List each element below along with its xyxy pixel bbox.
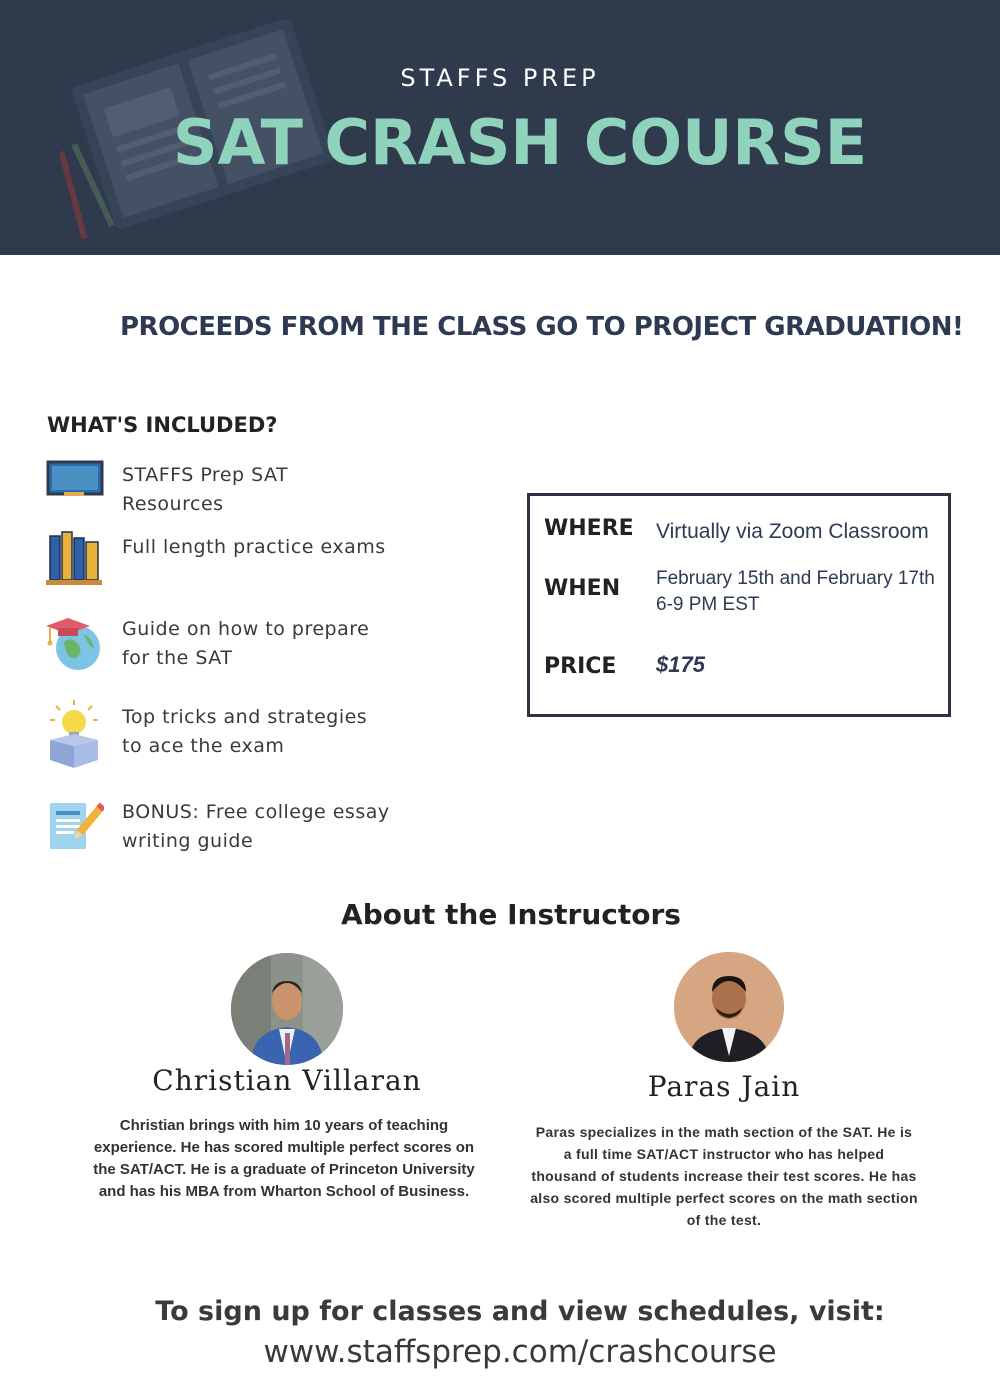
instructor-bio: Paras specializes in the math section of the SAT. He is a full time SAT/ACT instructor who has helped thousand of students increase their test scores. He has also scored multiple perfect scores on the math section of the test. bbox=[530, 1124, 918, 1228]
lightbulb-box-icon bbox=[44, 700, 104, 770]
instructor-name: Paras Jain bbox=[647, 1070, 801, 1103]
when-value-dates: February 15th and February 17th bbox=[656, 568, 935, 589]
included-heading: WHAT'S INCLUDED? bbox=[47, 413, 278, 437]
avatar-christian-icon bbox=[231, 953, 343, 1065]
chalkboard-icon bbox=[44, 458, 104, 518]
signup-link[interactable]: www.staffsprep.com/crashcourse bbox=[263, 1334, 777, 1370]
essay-pencil-icon bbox=[44, 795, 104, 855]
proceeds-banner: PROCEEDS FROM THE CLASS GO TO PROJECT GRADUATION! bbox=[120, 312, 964, 342]
graduation-globe-icon bbox=[44, 612, 104, 672]
feature-item bbox=[44, 795, 464, 856]
page-title: SAT CRASH COURSE bbox=[172, 106, 868, 179]
when-label: WHEN bbox=[544, 576, 621, 601]
avatar bbox=[231, 953, 343, 1065]
feature-text: STAFFS Prep SAT Resources bbox=[122, 464, 289, 515]
feature-text: BONUS: Free college essay writing guide bbox=[122, 801, 390, 852]
books-icon bbox=[44, 530, 104, 590]
signup-text: To sign up for classes and view schedules, visit: bbox=[155, 1296, 885, 1327]
price-value: $175 bbox=[656, 652, 705, 677]
brand-name: STAFFS PREP bbox=[400, 64, 600, 92]
feature-item bbox=[44, 530, 464, 590]
feature-item bbox=[44, 458, 464, 519]
where-value: Virtually via Zoom Classroom bbox=[656, 520, 929, 543]
instructor-bio: Christian brings with him 10 years of teaching experience. He has scored multiple perfect scores on the SAT/ACT. He is a graduate of Princeton University and has his MBA from Wharton School of Business. bbox=[93, 1117, 475, 1200]
instructor-name: Christian Villaran bbox=[152, 1064, 422, 1097]
feature-item bbox=[44, 612, 464, 673]
instructors-heading: About the Instructors bbox=[341, 898, 681, 931]
feature-item bbox=[44, 700, 464, 770]
avatar-paras-icon bbox=[674, 952, 784, 1062]
where-label: WHERE bbox=[544, 516, 634, 541]
when-value-time: 6-9 PM EST bbox=[656, 594, 760, 615]
feature-text: Top tricks and strategies to ace the exam bbox=[122, 706, 368, 757]
price-label: PRICE bbox=[544, 654, 617, 679]
avatar bbox=[674, 952, 784, 1062]
feature-text: Full length practice exams bbox=[122, 536, 386, 558]
feature-text: Guide on how to prepare for the SAT bbox=[122, 618, 370, 669]
event-details-box bbox=[527, 493, 951, 717]
header-banner bbox=[0, 0, 1000, 255]
